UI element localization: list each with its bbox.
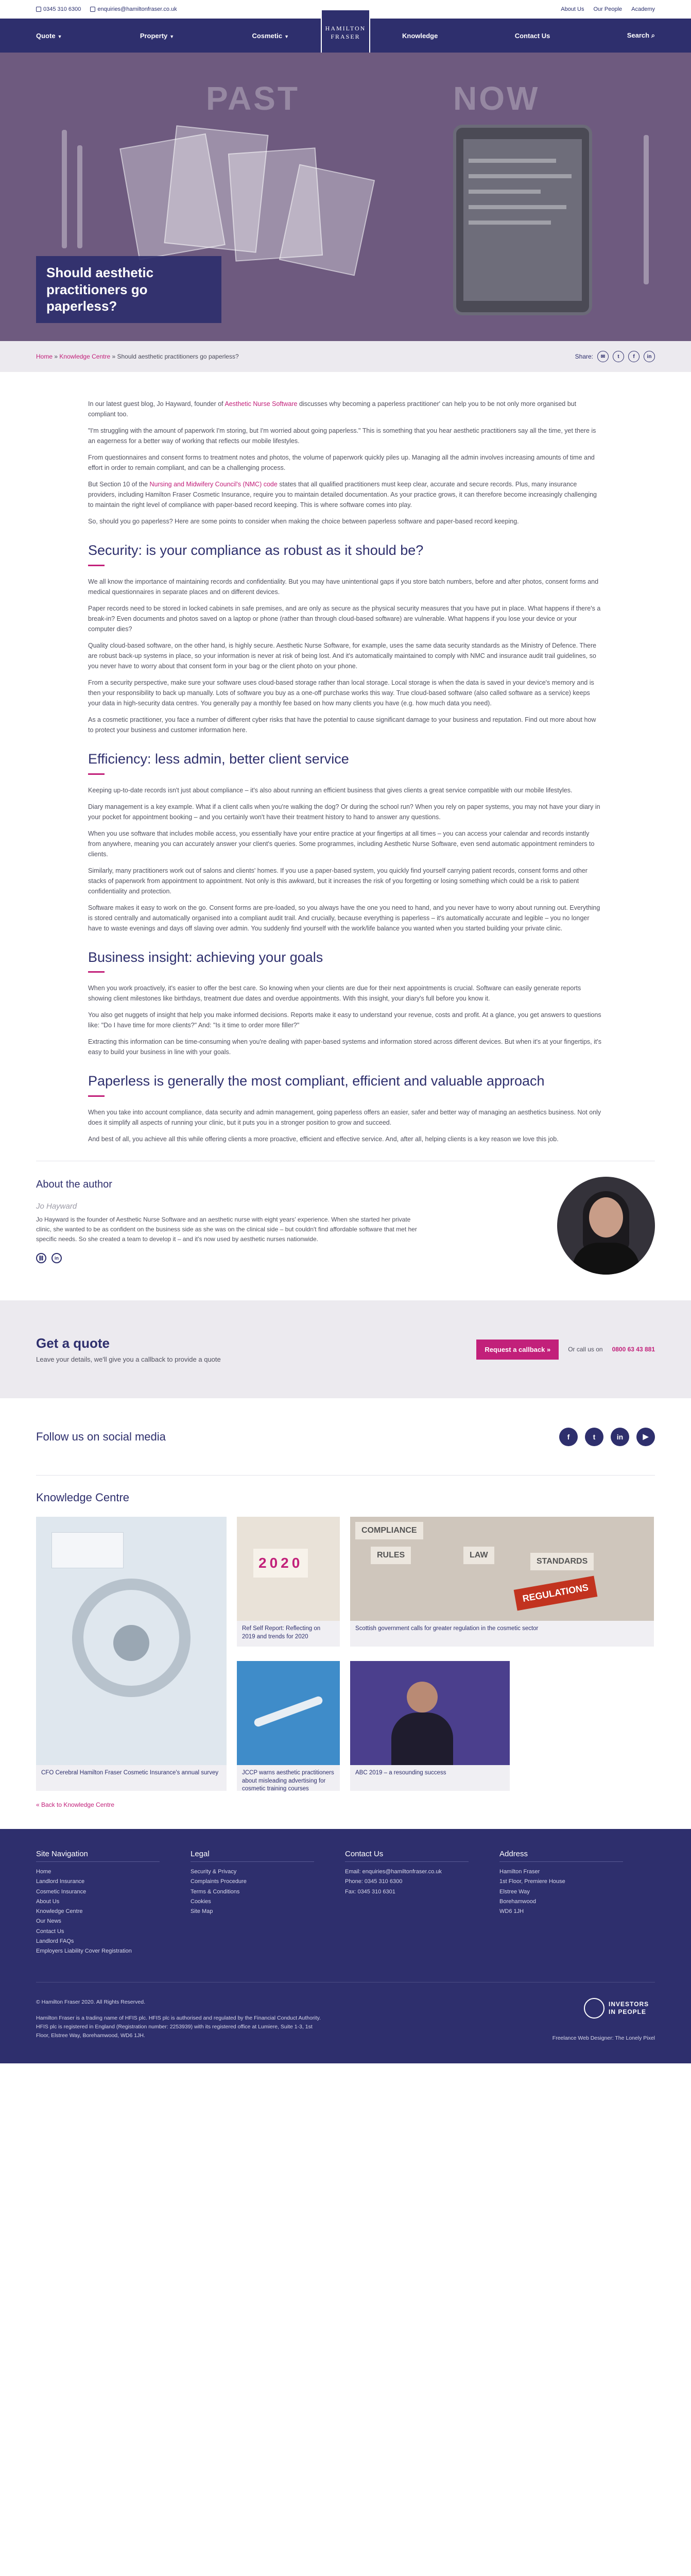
page-title: Should aesthetic practitioners go paperless? (36, 256, 221, 323)
nav-knowledge[interactable]: Knowledge (402, 31, 438, 40)
footer-link[interactable]: Cosmetic Insurance (36, 1888, 87, 1895)
designer-credit-link[interactable]: Freelance Web Designer: The Lonely Pixel (552, 2035, 655, 2042)
legal-notice: Hamilton Fraser is a trading name of HFIS plc. HFIS plc is authorised and regulated by the Financial Conduct Authority. HFIS plc is registered in England (Registration number: 2253939) with its registered office at Lumiere, Suite 1-3, 1st Floor, Elstree Way, Borehamwood, WD6 1JH. (36, 2015, 321, 2039)
pencil-illustration (77, 145, 82, 248)
footer-email-link[interactable]: Email: enquiries@hamiltonfraser.co.uk (345, 1869, 442, 1875)
request-callback-button[interactable]: Request a callback » (476, 1340, 559, 1360)
article-card-placeholder (520, 1661, 654, 1791)
body-paragraph: And best of all, you achieve all this while offering clients a more proactive, efficient and effective service. And, after all, helping clients is a key reason we love this job. (88, 1136, 559, 1143)
syringe-image (237, 1661, 340, 1765)
twitter-share-icon[interactable]: t (613, 351, 624, 362)
intro-paragraph: From questionnaires and consent forms to treatment notes and photos, the volume of paperwork quickly piles up. Managing all the admin involves increasing amounts of time and effort in order to remain compliant, and can be a challenging process. (88, 454, 595, 471)
breadcrumb-current: Should aesthetic practitioners go paperless? (117, 353, 239, 360)
hero-now-word: NOW (453, 80, 540, 117)
hero-banner (0, 53, 691, 341)
chevron-down-icon: ▼ (169, 33, 175, 39)
footer-link[interactable]: Landlord Insurance (36, 1878, 85, 1885)
footer-link[interactable]: Complaints Procedure (191, 1878, 247, 1885)
article-card-regulations[interactable]: COMPLIANCE RULES LAW STANDARDS REGULATIONS Scottish government calls for greater regulation in the cosmetic sector (350, 1517, 654, 1647)
blocks-2020-image: 2020 (237, 1517, 340, 1621)
footer-link[interactable]: Terms & Conditions (191, 1888, 240, 1895)
author-website-icon[interactable]: ⛓ (36, 1253, 46, 1264)
section-heading-business-insight: Business insight: achieving your goals (88, 949, 323, 965)
facebook-share-icon[interactable]: f (628, 351, 640, 362)
footer-link[interactable]: Security & Privacy (191, 1869, 237, 1875)
intro-paragraph: "I'm struggling with the amount of paperwork I'm storing, but I'm worried about going paperless." This is something that you hear aesthetic practitioners say all the time, yet there is an eagerness for a better way of working that reflects our mobile lifestyles. (88, 427, 596, 445)
email-share-icon[interactable]: ✉ (597, 351, 609, 362)
knowledge-centre (36, 1476, 655, 1801)
section-heading-security: Security: is your compliance as robust as it should be? (88, 543, 424, 558)
pencil-illustration (644, 135, 649, 284)
nav-cosmetic[interactable]: Cosmetic ▼ (252, 31, 289, 40)
intro-paragraph: In our latest guest blog, Jo Hayward, founder of Aesthetic Nurse Software discusses why becoming a paperless practitioner' can help you to be not only more organised but compliant too. (88, 400, 577, 418)
section-heading-paperless: Paperless is generally the most compliant, efficient and valuable approach (88, 1073, 545, 1089)
about-us-link[interactable]: About Us (561, 6, 584, 12)
breadcrumb-knowledge-centre[interactable]: Knowledge Centre (59, 353, 111, 360)
tablet-screen (463, 139, 582, 301)
stethoscope-image (36, 1517, 227, 1765)
back-to-knowledge-centre-link[interactable]: « Back to Knowledge Centre (36, 1801, 115, 1808)
intro-paragraph: But Section 10 of the Nursing and Midwifery Council's (NMC) code states that all qualified practitioners must keep clear, accurate and secure records. Plus, many insurance providers, including Hamilton Fraser Cosmetic Insurance, require you to maintain detailed documentation. As your practice grows, it can therefore become increasingly challenging to maintain the right level of compliance with paper-based record keeping. This is where software comes into play. (88, 481, 597, 509)
nav-property[interactable]: Property ▼ (140, 31, 175, 40)
author-avatar (557, 1177, 655, 1275)
share-bar: Share: ✉ t f in (575, 351, 655, 362)
footer-link[interactable]: Knowledge Centre (36, 1908, 83, 1914)
footer-address: Address Hamilton Fraser 1st Floor, Premiere House Elstree Way Borehamwood WD6 1JH (499, 1850, 654, 1956)
breadcrumb: Home » Knowledge Centre » Should aesthetic practitioners go paperless? (36, 353, 239, 360)
article-card-abc-2019[interactable]: ABC 2019 – a resounding success (350, 1661, 510, 1791)
footer-phone-link[interactable]: Phone: 0345 310 6300 (345, 1878, 403, 1885)
author-name: Jo Hayward (36, 1202, 77, 1211)
body-paragraph: We all know the importance of maintaining records and confidentiality. But you may have unintentional gaps if you store batch numbers, before and after photos, consent forms and medical questionnaires in separate places and on different devices. (88, 578, 599, 596)
nav-contact-us[interactable]: Contact Us (514, 31, 550, 40)
phone-icon (36, 7, 41, 12)
search-icon: ⌕ (651, 31, 655, 39)
article-card-stethoscope[interactable]: CFO Cerebral Hamilton Fraser Cosmetic Insurance's annual survey (36, 1517, 227, 1791)
body-paragraph: From a security perspective, make sure your software uses cloud-based storage rather than local storage. Local storage is when the data is saved in your device's memory and is then your responsibility to back up manually. Lots of software you buy as a one-off purchase works this way. True cloud-based software (also called software as a service) keeps your data in high-security data centres. You generally pay a monthly fee based on how many clients you have (e.g. how much data you need). (88, 679, 594, 707)
youtube-icon[interactable]: ▶ (636, 1428, 655, 1446)
email-icon (90, 7, 95, 12)
social-media-bar (36, 1398, 655, 1476)
conference-image (350, 1661, 510, 1765)
article-card-jccp[interactable]: JCCP warns aesthetic practitioners about misleading advertising for cosmetic training courses (237, 1661, 340, 1791)
footer-legal: Legal Security & Privacy Complaints Procedure Terms & Conditions Cookies Site Map (191, 1850, 345, 1956)
author-heading: About the author (36, 1179, 112, 1190)
chevron-down-icon: ▼ (284, 33, 289, 39)
breadcrumb-home[interactable]: Home (36, 353, 53, 360)
footer-site-navigation: Site Navigation Home Landlord Insurance Cosmetic Insurance About Us Knowledge Centre Our News Contact Us Landlord FAQs Employers Liability Cover Registration (36, 1850, 191, 1956)
body-paragraph: As a cosmetic practitioner, you face a number of different cyber risks that have the potential to cause significant damage to your business and reputation. Find out more about how to protect your business and customer information here. (88, 716, 596, 734)
hero-past-word: PAST (206, 80, 300, 117)
article-card-2020[interactable]: 2020 Ref Self Report: Reflecting on 2019 and trends for 2020 (237, 1517, 340, 1647)
about-the-author (36, 1161, 655, 1300)
heading-rule (88, 565, 105, 566)
footer-link[interactable]: Contact Us (36, 1928, 64, 1935)
intro-paragraph: So, should you go paperless? Here are some points to consider when making the choice between paperless software and paper-based record keeping. (88, 518, 519, 525)
body-paragraph: When you work proactively, it's easier to offer the best care. So knowing when your clients are due for their next appointments is crucial. Software can easily generate reports showing client milestones like birthdays, treatment due dates and overdue appointments. With this insight, your diary's full before you know it. (88, 985, 581, 1003)
breadcrumb-bar (0, 341, 691, 372)
body-paragraph: When you use software that includes mobile access, you essentially have your entire practice at your fingertips at all times – you can access your calendar and records instantly from anywhere, meaning you can accurately answer your client's queries. Some programmes, including Aesthetic Nurse Software, even send automatic appointment reminders to clients. (88, 829, 595, 858)
nmc-code-link[interactable]: Nursing and Midwifery Council's (NMC) code (149, 481, 278, 488)
email-link[interactable]: enquiries@hamiltonfraser.co.uk (90, 6, 177, 12)
social-heading: Follow us on social media (36, 1430, 166, 1443)
regulations-image: COMPLIANCE RULES LAW STANDARDS REGULATIONS (350, 1517, 654, 1621)
body-paragraph: You also get nuggets of insight that help you make informed decisions. Reports make it easy to understand your revenue, costs and profit. At a glance, you get answers to questions like: "Do I have time for more clients?" And: "Is it time to order more filler?" (88, 1011, 601, 1029)
body-paragraph: Keeping up-to-date records isn't just about compliance – it's also about running an efficient business that gives clients a great service compatible with our mobile lifestyles. (88, 786, 573, 794)
quote-subtext: Leave your details, we'll give you a callback to provide a quote (36, 1355, 221, 1363)
body-paragraph: Similarly, many practitioners work out of salons and clients' homes. If you use a paper-based system, you quickly find yourself carrying patient records, consent forms and other stacks of paperwork from appointment to appointment. Not only is this awkward, but it increases the risk of you forgetting or losing something which could be a risk to patient confidentiality and protection. (88, 867, 588, 895)
heading-rule (88, 773, 105, 775)
aesthetic-nurse-software-link[interactable]: Aesthetic Nurse Software (224, 400, 298, 408)
phone-link[interactable]: 0345 310 6300 (36, 6, 81, 12)
author-bio: Jo Hayward is the founder of Aesthetic Nurse Software and an aesthetic nurse with eight years' experience. When she started her private clinic, she wanted to be as confident on the business side as she was on the clinical side – but couldn't find affordable software that met her specific needs. So she created a team to develop it – and it's now used by aesthetic nurses nationwide. (36, 1216, 417, 1243)
footer-link[interactable]: Home (36, 1869, 51, 1875)
footer-link[interactable]: About Us (36, 1898, 60, 1905)
body-paragraph: When you take into account compliance, data security and admin management, going paperless offers an easier, safer and better way of managing an aesthetics business. Not only does it simplify all aspects of running your clinic, but it puts you in a stronger position to grow and succeed. (88, 1109, 601, 1126)
chevron-down-icon: ▼ (57, 33, 62, 39)
heading-rule (88, 1095, 105, 1097)
quote-heading: Get a quote (36, 1335, 110, 1351)
article-body (88, 372, 603, 1161)
our-people-link[interactable]: Our People (593, 6, 623, 12)
quote-phone-link[interactable]: 0800 63 43 881 (612, 1346, 655, 1353)
iip-icon (584, 1998, 604, 2019)
linkedin-icon[interactable]: in (611, 1428, 629, 1446)
footer-link[interactable]: Landlord FAQs (36, 1938, 74, 1944)
pencil-illustration (62, 130, 67, 248)
investors-in-people-logo: INVESTORS IN PEOPLE (584, 1998, 655, 2019)
body-paragraph: Diary management is a key example. What if a client calls when you're walking the dog? Or during the school run? When you rely on paper systems, you may not have your diary in your pocket for appointment booking – and you certainly won't have their treatment history to hand to answer any questions. (88, 803, 600, 821)
nav-quote[interactable]: Quote ▼ (36, 31, 62, 40)
footer-link[interactable]: Employers Liability Cover Registration (36, 1948, 132, 1954)
heading-rule (88, 971, 105, 973)
get-a-quote-band: Get a quote Leave your details, we'll give you a callback to provide a quote Request a callback » Or call us on 0800 63 43 881 (0, 1300, 691, 1398)
footer-link[interactable]: Cookies (191, 1898, 211, 1905)
body-paragraph: Paper records need to be stored in locked cabinets in safe premises, and are only as secure as the physical security measures that you have put in place. What happens if there's a break-in? Even documents and photos saved on a laptop or phone (rather than through cloud-based software) are vulnerable. What happens if you lose your device or your computer dies? (88, 604, 601, 633)
body-paragraph: Software makes it easy to work on the go. Consent forms are pre-loaded, so you always have the one you need to hand, and you never have to worry about running out. Everything is stored centrally and automatically organised into a compliant audit trail. And crucially, because everything is paperless – it's automatically accurate and legible – you no longer have to waste evenings and days off slaving over admin. You suddenly find yourself with the work/life balance you wanted when you started building your private clinic. (88, 904, 600, 932)
academy-link[interactable]: Academy (631, 6, 655, 12)
facebook-icon[interactable]: f (559, 1428, 578, 1446)
footer-contact-us: Contact Us Email: enquiries@hamiltonfraser.co.uk Phone: 0345 310 6300 Fax: 0345 310 6301 (345, 1850, 499, 1956)
nav-search[interactable]: Search ⌕ (627, 31, 655, 39)
body-paragraph: Quality cloud-based software, on the other hand, is highly secure. Aesthetic Nurse Software, for example, uses the same data security standards as the Ministry of Defence. There are robust back-up systems in place, so your information is never at risk of being lost. And it's automatically maintained to comply with NMC and insurance audit trail guidelines, so you never have to worry about that consent form in your bag or the client photo on your phone. (88, 641, 597, 670)
footer-fax: Fax: 0345 310 6301 (345, 1888, 395, 1895)
author-linkedin-icon[interactable]: in (51, 1253, 62, 1264)
body-paragraph: Extracting this information can be time-consuming when you're dealing with paper-based systems and information stored across different devices. But when it's at your fingertips, it's easy to build your business in line with your goals. (88, 1038, 602, 1056)
knowledge-centre-heading: Knowledge Centre (36, 1491, 130, 1504)
linkedin-share-icon[interactable]: in (644, 351, 655, 362)
copyright: © Hamilton Fraser 2020. All Rights Reserved. (36, 1999, 145, 2006)
tablet-illustration (453, 125, 592, 315)
twitter-icon[interactable]: t (585, 1428, 603, 1446)
section-heading-efficiency: Efficiency: less admin, better client service (88, 751, 349, 767)
footer-link[interactable]: Site Map (191, 1908, 213, 1914)
footer-link[interactable]: Our News (36, 1918, 61, 1925)
site-footer (0, 1829, 691, 2063)
hamilton-fraser-logo[interactable]: HAMILTON FRASER (321, 9, 370, 57)
main-nav (0, 19, 691, 53)
